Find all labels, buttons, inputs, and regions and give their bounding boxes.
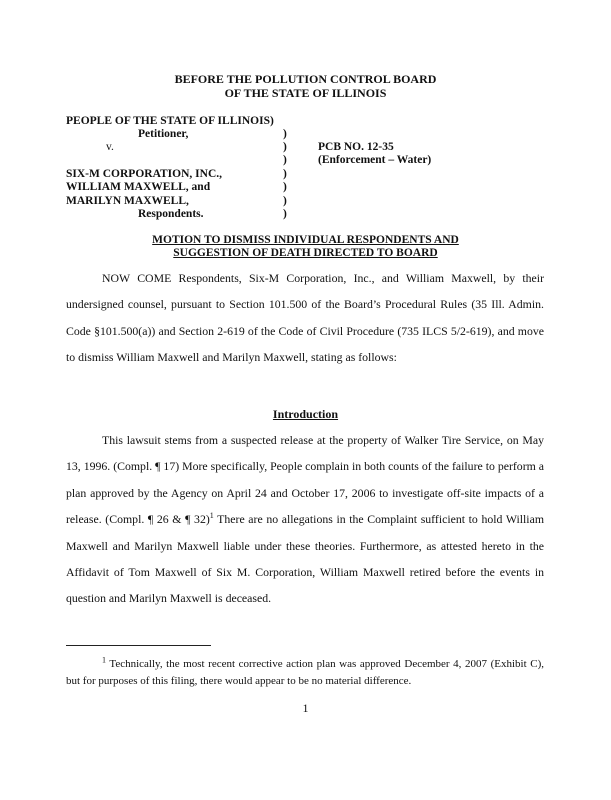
caption-bracket: ) — [283, 168, 287, 180]
intro-paragraph: NOW COME Respondents, Six-M Corporation, Inc., and William Maxwell, by their undersigned counsel, pursuant to Section 101.500 of the Board’s Procedural Rules (35 Ill. Admin. Code §101.500(a)) and Section 2-619 of the Code of Civil Procedure (735 ILCS 5/2-619), and move to dismiss William Maxwell and Marilyn Maxwell, stating as follows: — [66, 271, 544, 365]
caption-plaintiff: PEOPLE OF THE STATE OF ILLINOIS) — [66, 115, 274, 127]
caption-defendant-3: MARILYN MAXWELL, — [66, 195, 189, 207]
caption-bracket: ) — [283, 195, 287, 207]
caption-bracket: ) — [283, 154, 287, 166]
caption-bracket: ) — [283, 141, 287, 153]
caption-petitioner: Petitioner, — [138, 128, 189, 140]
case-type: (Enforcement – Water) — [318, 154, 432, 166]
motion-title-line-2: SUGGESTION OF DEATH DIRECTED TO BOARD — [173, 247, 438, 259]
footnote-text: Technically, the most recent corrective action plan was approved December 4, 2007 (Exhibit C), but for purposes of this filing, there would appear to be no material difference. — [66, 658, 544, 687]
caption-bracket: ) — [283, 208, 287, 220]
caption-defendant-2: WILLIAM MAXWELL, and — [66, 181, 211, 193]
page-number: 1 — [302, 701, 309, 715]
footnote-marker: 1 — [102, 655, 106, 665]
caption-defendant-1: SIX-M CORPORATION, INC., — [66, 168, 222, 180]
section-heading-introduction: Introduction — [272, 407, 339, 421]
caption-bracket: ) — [283, 128, 287, 140]
footnote-reference[interactable]: 1 — [209, 511, 214, 521]
footnote-divider — [66, 645, 211, 646]
court-header-line-1: BEFORE THE POLLUTION CONTROL BOARD — [174, 72, 437, 86]
case-number: PCB NO. 12-35 — [318, 141, 394, 153]
body-paragraph-part-2: There are no allegations in the Complaint sufficient to hold William Maxwell and Marilyn Maxwell liable under these theories. Furthermore, as attested hereto in the Affidavit of Tom Maxwell of Six M. Corporation, William Maxwell retired before the events in question and Marilyn Maxwell is deceased. — [66, 512, 544, 606]
motion-title-line-1: MOTION TO DISMISS INDIVIDUAL RESPONDENTS AND — [152, 234, 459, 246]
body-paragraph-part-1: This lawsuit stems from a suspected release at the property of Walker Tire Service, on May 13, 1996. (Compl. ¶ 17) More specifically, People complain in both counts of the failure to perform a plan approved by the Agency on April 24 and October 17, 2006 to investigate off-site impacts of a release. (Compl. ¶ 26 & ¶ 32) — [66, 433, 544, 527]
court-header-line-2: OF THE STATE OF ILLINOIS — [224, 86, 387, 100]
caption-bracket: ) — [283, 181, 287, 193]
body-paragraph — [66, 427, 544, 612]
footnote — [66, 656, 544, 689]
caption-versus: v. — [106, 141, 114, 153]
caption-respondents: Respondents. — [138, 208, 204, 220]
